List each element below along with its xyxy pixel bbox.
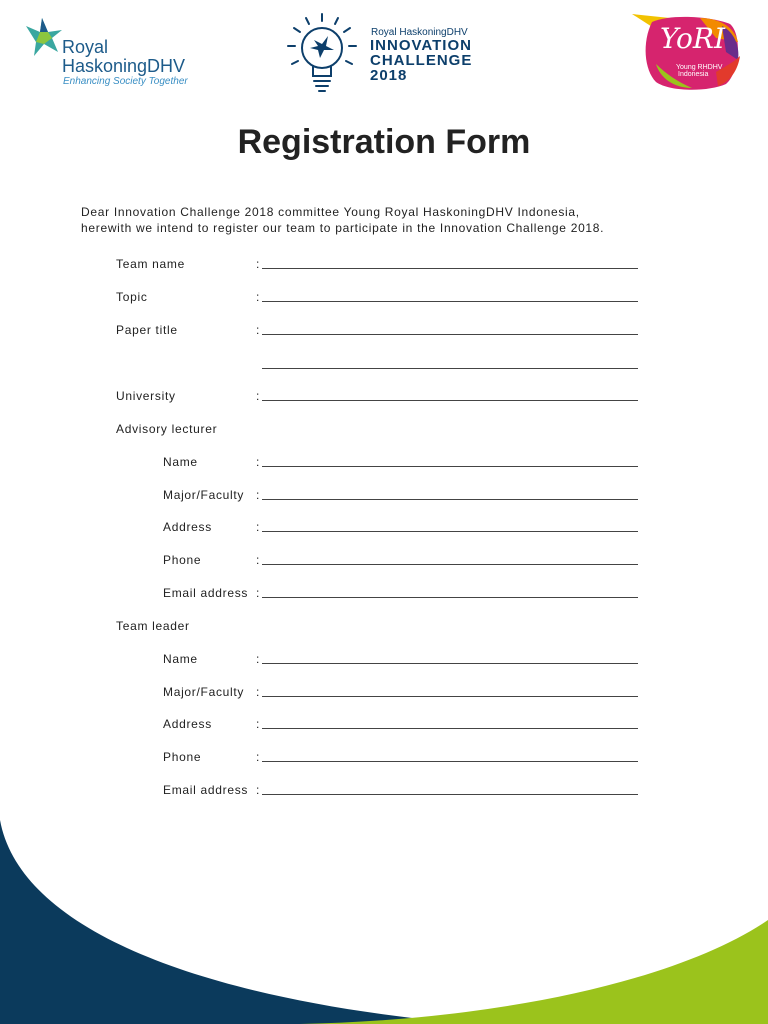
topic-label: Topic xyxy=(116,290,148,304)
team-name-row xyxy=(0,256,768,276)
paper-title-row-2 xyxy=(0,356,768,376)
university-label: University xyxy=(116,389,176,403)
colon: : xyxy=(256,488,260,502)
paper-title-field[interactable] xyxy=(262,334,638,335)
rhdhv-tagline: Enhancing Society Together xyxy=(63,76,188,87)
topic-row xyxy=(0,289,768,309)
leader-phone-row xyxy=(0,749,768,769)
lecturer-phone-label: Phone xyxy=(163,553,202,567)
lecturer-major-field[interactable] xyxy=(262,499,638,500)
lecturer-email-field[interactable] xyxy=(262,597,638,598)
ic-org-name: Royal HaskoningDHV xyxy=(371,27,468,38)
footer-wave-decoration xyxy=(0,780,768,1024)
lecturer-address-row xyxy=(0,519,768,539)
ic-line3: 2018 xyxy=(370,67,408,84)
lecturer-email-row xyxy=(0,585,768,605)
colon: : xyxy=(256,652,260,666)
colon: : xyxy=(256,455,260,469)
lecturer-phone-field[interactable] xyxy=(262,564,638,565)
lecturer-name-label: Name xyxy=(163,455,198,469)
topic-field[interactable] xyxy=(262,301,638,302)
team-name-field[interactable] xyxy=(262,268,638,269)
intro-line-2: herewith we intend to register our team to participate in the Innovation Challenge 2018. xyxy=(81,221,605,235)
colon: : xyxy=(256,717,260,731)
yori-wordmark: YoRI xyxy=(660,22,726,55)
yori-sub-line2: Indonesia xyxy=(678,71,709,78)
university-row xyxy=(0,388,768,408)
page-title: Registration Form xyxy=(237,123,531,161)
leader-address-label: Address xyxy=(163,717,212,731)
colon: : xyxy=(256,750,260,764)
leader-address-row xyxy=(0,716,768,736)
colon: : xyxy=(256,290,260,304)
leader-phone-label: Phone xyxy=(163,750,202,764)
colon: : xyxy=(256,323,260,337)
ic-line1: INNOVATION xyxy=(370,37,472,54)
lecturer-major-row xyxy=(0,487,768,507)
leader-email-label: Email address xyxy=(163,783,249,797)
leader-address-field[interactable] xyxy=(262,728,638,729)
lecturer-name-row xyxy=(0,454,768,474)
leader-name-field[interactable] xyxy=(262,663,638,664)
leader-major-field[interactable] xyxy=(262,696,638,697)
team-name-label: Team name xyxy=(116,257,185,271)
rhdhv-name-line2: HaskoningDHV xyxy=(62,56,186,76)
colon: : xyxy=(256,783,260,797)
team-leader-heading: Team leader xyxy=(116,619,190,633)
lecturer-phone-row xyxy=(0,552,768,572)
leader-name-row xyxy=(0,651,768,671)
advisory-lecturer-heading: Advisory lecturer xyxy=(116,422,218,436)
lecturer-major-label: Major/Faculty xyxy=(163,488,245,502)
leader-major-label: Major/Faculty xyxy=(163,685,245,699)
lecturer-email-label: Email address xyxy=(163,586,249,600)
paper-title-row xyxy=(0,322,768,342)
colon: : xyxy=(256,389,260,403)
paper-title-label: Paper title xyxy=(116,323,178,337)
rhdhv-name-line1: Royal xyxy=(62,37,109,57)
colon: : xyxy=(256,520,260,534)
colon: : xyxy=(256,685,260,699)
colon: : xyxy=(256,257,260,271)
university-field[interactable] xyxy=(262,400,638,401)
lecturer-address-field[interactable] xyxy=(262,531,638,532)
ic-line2: CHALLENGE xyxy=(370,52,473,69)
lecturer-address-label: Address xyxy=(163,520,212,534)
leader-name-label: Name xyxy=(163,652,198,666)
lecturer-name-field[interactable] xyxy=(262,466,638,467)
colon: : xyxy=(256,586,260,600)
leader-phone-field[interactable] xyxy=(262,761,638,762)
paper-title-field-line-2[interactable] xyxy=(262,368,638,369)
intro-line-1: Dear Innovation Challenge 2018 committee Young Royal HaskoningDHV Indonesia, xyxy=(81,205,580,219)
yori-sub-line1: Young RHDHV xyxy=(676,64,723,71)
leader-major-row xyxy=(0,684,768,704)
colon: : xyxy=(256,553,260,567)
